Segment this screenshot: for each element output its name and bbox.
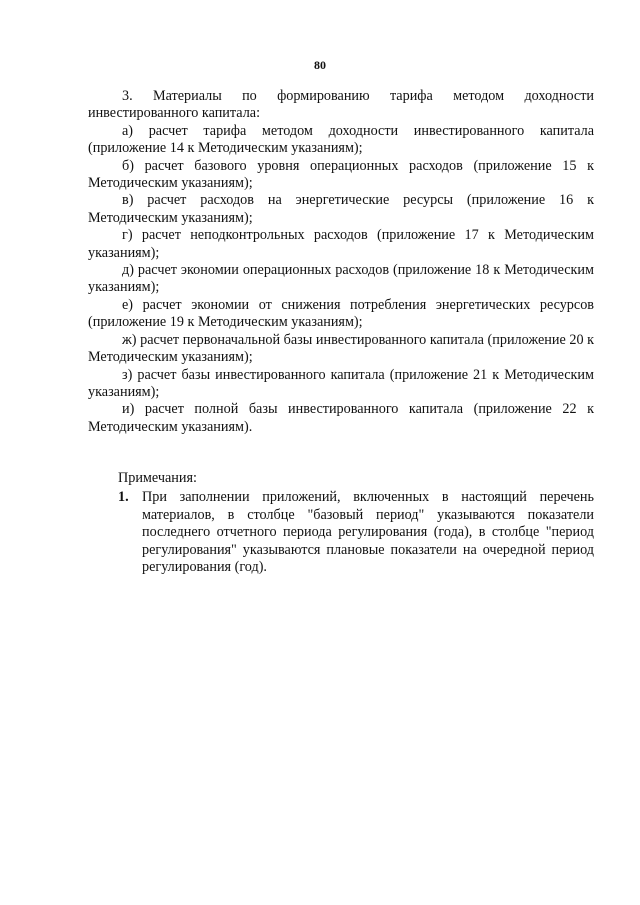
list-item: а) расчет тарифа методом доходности инвестированного капитала (приложение 14 к Методическим указаниям); [88,122,594,157]
list-item: е) расчет экономии от снижения потребления энергетических ресурсов (приложение 19 к Методическим указаниям); [88,296,594,331]
note-item [118,489,594,576]
note-text: При заполнении приложений, включенных в настоящий перечень материалов, в столбце "базовый период" указываются показатели последнего отчетного периода регулирования (года), в столбце "период регулирования" указываются плановые показатели на очередной период регулирования (год). [142,489,594,576]
page-number: 80 [314,58,326,72]
section-heading: 3. Материалы по формированию тарифа методом доходности инвестированного капитала: [88,88,594,122]
list-item: д) расчет экономии операционных расходов (приложение 18 к Методическим указаниям); [88,262,594,296]
note-number: 1. [118,489,129,506]
list-item: з) расчет базы инвестированного капитала (приложение 21 к Методическим указаниям); [88,366,594,400]
materials-section [88,88,594,436]
list-item: в) расчет расходов на энергетические ресурсы (приложение 16 к Методическим указаниям); [88,192,594,226]
notes-title: Примечания: [118,470,197,486]
list-item: б) расчет базового уровня операционных расходов (приложение 15 к Методическим указаниям); [88,157,594,192]
list-item: и) расчет полной базы инвестированного капитала (приложение 22 к Методическим указаниям). [88,401,594,435]
list-item: ж) расчет первоначальной базы инвестированного капитала (приложение 20 к Методическим указаниям); [88,331,594,366]
list-item: г) расчет неподконтрольных расходов (приложение 17 к Методическим указаниям); [88,227,594,261]
notes-section [118,470,594,576]
